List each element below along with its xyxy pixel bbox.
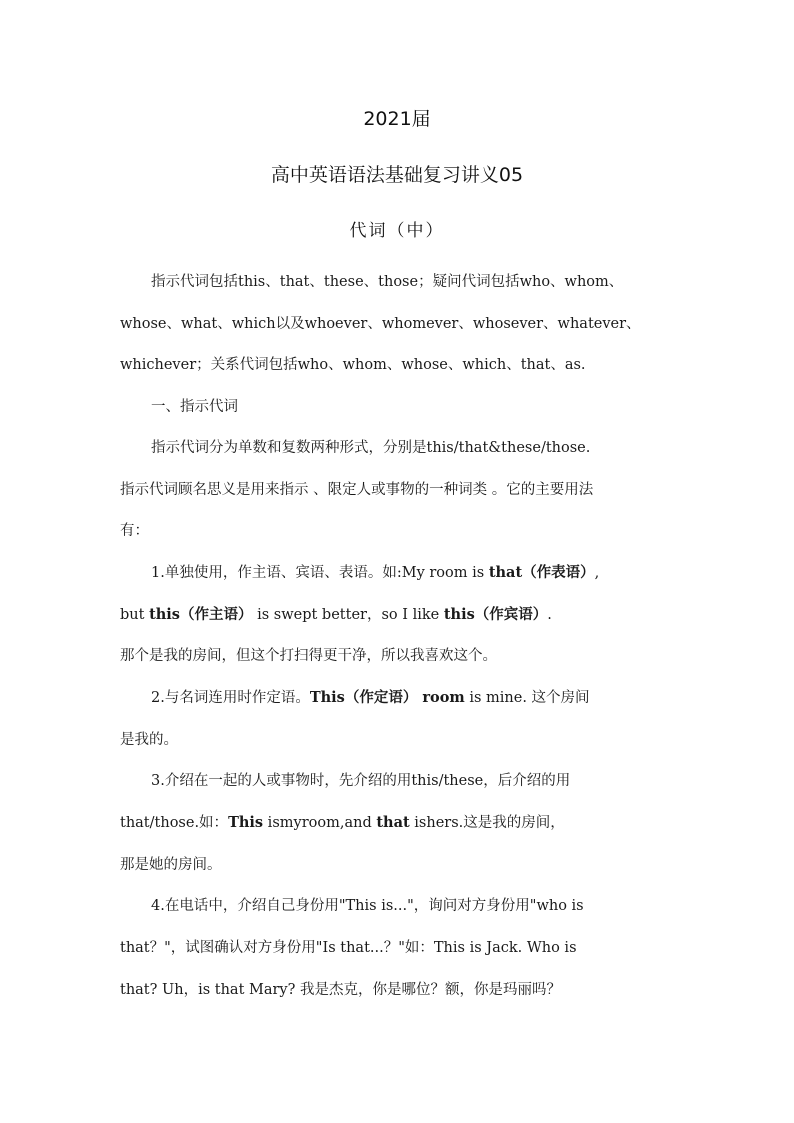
paragraph-line: that？"，试图确认对方身份用"Is that...？"如：This is Jack. Who is	[120, 940, 577, 956]
bold-text-run: This	[228, 814, 264, 831]
bold-text-run: this（作主语）	[149, 606, 253, 623]
document-year-title: 2021届	[363, 108, 431, 130]
text-run: 1.单独使用，作主语、宾语、表语。如:My room is	[151, 565, 489, 581]
text-run: is mine. 这个房间	[464, 690, 590, 706]
paragraph-line: whose、what、which以及whoever、whomever、whosever、whatever、	[120, 316, 641, 332]
text-run: 2.与名词连用时作定语。	[151, 690, 310, 706]
translation-line: 是我的。	[120, 732, 178, 748]
bold-text-run: that	[376, 814, 410, 831]
text-run: that/those.如：	[120, 815, 229, 831]
section-heading: 一、指示代词	[151, 399, 238, 415]
paragraph-line: 4.在电话中，介绍自己身份用"This is..."，询问对方身份用"who is	[151, 898, 584, 914]
bold-text-run: that（作表语）	[488, 564, 595, 581]
text-run: ismyroom,and	[263, 815, 377, 831]
text-run: is swept better，so I like	[252, 607, 444, 623]
text-run: ishers.这是我的房间，	[409, 815, 565, 831]
text-run: .	[547, 607, 552, 623]
document-main-title: 高中英语语法基础复习讲义05	[270, 164, 524, 186]
text-run: but	[120, 607, 150, 623]
example-line	[151, 688, 590, 708]
paragraph-line: whichever；关系代词包括who、whom、whose、which、that、as.	[120, 357, 586, 373]
example-line	[151, 563, 599, 583]
paragraph-line: 指示代词包括this、that、these、those；疑问代词包括who、whom、	[151, 274, 624, 290]
example-line	[120, 813, 565, 833]
bold-text-run: this（作宾语）	[443, 606, 548, 623]
text-run: ,	[594, 565, 600, 581]
paragraph-line: 有：	[120, 523, 149, 539]
translation-line: 那个是我的房间，但这个打扫得更干净，所以我喜欢这个。	[120, 648, 497, 664]
bold-text-run: This（作定语） room	[309, 689, 465, 706]
translation-line: 那是她的房间。	[120, 857, 222, 873]
paragraph-line: 指示代词顾名思义是用来指示 、限定人或事物的一种词类 。它的主要用法	[120, 482, 594, 498]
document-subtitle: 代词（中）	[349, 221, 445, 241]
example-line	[120, 605, 552, 625]
paragraph-line: 3.介绍在一起的人或事物时，先介绍的用this/these，后介绍的用	[151, 773, 571, 789]
paragraph-line: that? Uh，is that Mary? 我是杰克，你是哪位？额，你是玛丽吗？	[120, 982, 562, 998]
paragraph-line: 指示代词分为单数和复数两种形式，分别是this/that&these/those.	[151, 440, 591, 456]
